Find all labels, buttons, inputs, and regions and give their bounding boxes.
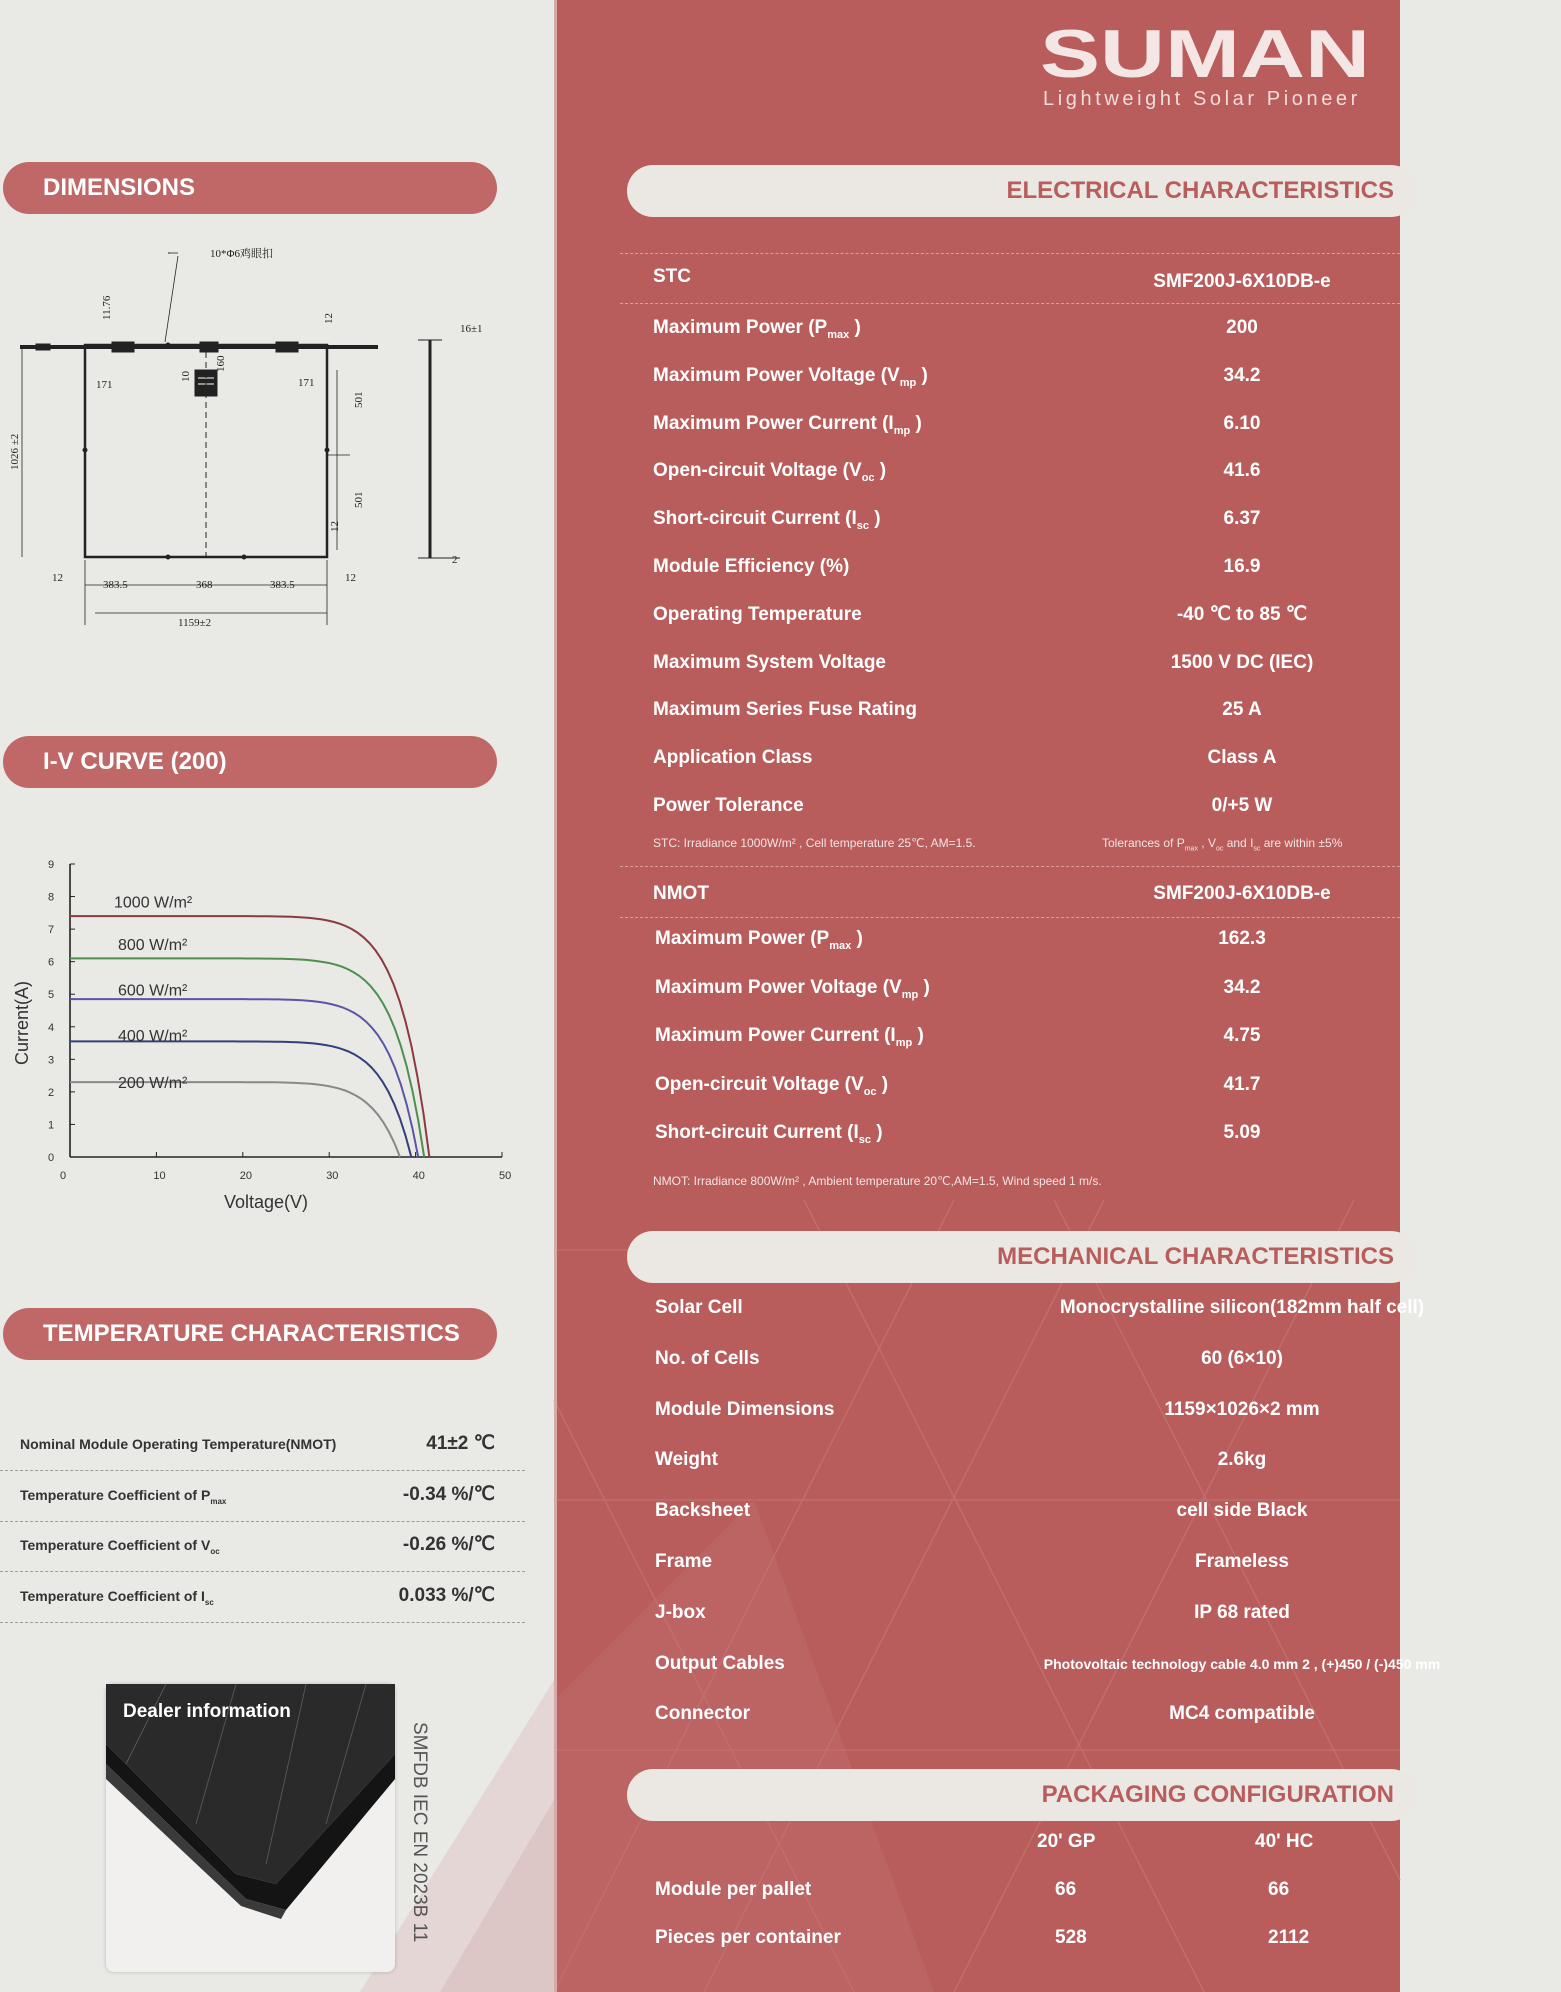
mechanical-row-label: No. of Cells — [655, 1347, 760, 1369]
temperature-row-label: Nominal Module Operating Temperature(NMOT) — [20, 1436, 337, 1452]
stc-row-label: Operating Temperature — [653, 603, 862, 625]
stc-note: STC: Irradiance 1000W/m² , Cell temperature 25℃, AM=1.5. — [653, 836, 976, 850]
mechanical-row — [655, 1335, 1402, 1383]
nmot-row — [655, 964, 1402, 1012]
solar-panel-image — [106, 1684, 395, 1972]
iv-series-label: 400 W/m² — [118, 1027, 188, 1045]
stc-row-value: -40 ℃ to 85 ℃ — [1176, 603, 1308, 625]
nmot-row-value: 41.7 — [1223, 1073, 1261, 1095]
dim-1026: 1026 ±2 — [9, 433, 21, 470]
dim-383-left: 383.5 — [103, 579, 128, 591]
dim-160: 160 — [215, 355, 227, 372]
packaging-row-label: Module per pallet — [655, 1879, 812, 1900]
brand-tagline: Lightweight Solar Pioneer — [1043, 88, 1361, 110]
dim-11-76: 11.76 — [101, 295, 113, 320]
nmot-row-label: Maximum Power Current ($I_{mp}$ ) — [655, 1025, 924, 1049]
y-tick-label: 9 — [48, 859, 55, 871]
iv-series-label: 800 W/m² — [118, 936, 188, 954]
mechanical-row-label: Module Dimensions — [655, 1398, 835, 1420]
brand-logo-text: SUMAN — [1040, 16, 1370, 92]
stc-row — [653, 686, 1400, 734]
mechanical-row-label: Frame — [655, 1551, 713, 1572]
dim-12-top: 12 — [323, 313, 335, 324]
y-tick-label: 3 — [48, 1054, 55, 1067]
mechanical-row-value: Photovoltaic technology cable 4.0 mm 2 , (+)450 / (-)450 mm — [1043, 1655, 1441, 1672]
nmot-row — [655, 1109, 1402, 1157]
x-tick-label: 0 — [60, 1170, 67, 1182]
stc-row-value: 200 — [1226, 317, 1258, 338]
nmot-header-value: SMF200J-6X10DB-e — [1153, 883, 1331, 904]
temperature-row-label: Temperature Coefficient of $P_{max}$ — [20, 1486, 227, 1506]
nmot-row-label: Open-circuit Voltage ($V_{oc}$ ) — [655, 1073, 889, 1098]
dim-501-lower: 501 — [353, 491, 365, 508]
stc-row-label: Power Tolerance — [653, 795, 804, 816]
x-tick-label: 40 — [412, 1170, 425, 1182]
dim-171-right: 171 — [298, 377, 315, 389]
temperature-row-value: -0.26 %/℃ — [402, 1534, 495, 1555]
mechanical-row-value: 60 (6×10) — [1201, 1347, 1283, 1369]
iv-curve-heading: I-V CURVE (200) — [3, 736, 497, 788]
x-tick-label: 10 — [153, 1170, 166, 1182]
doc-code — [400, 1722, 460, 1952]
temperature-row — [0, 1420, 525, 1471]
dim-12-left: 12 — [52, 572, 63, 584]
y-tick-label: 8 — [48, 891, 55, 904]
dim-1159: 1159±2 — [178, 617, 212, 629]
dim-368: 368 — [196, 579, 213, 591]
mechanical-row-value: cell side Black — [1176, 1500, 1308, 1522]
stc-row-value: 34.2 — [1223, 364, 1261, 386]
packaging-heading: PACKAGING CONFIGURATION — [627, 1769, 1417, 1821]
y-tick-label: 7 — [48, 924, 55, 937]
temperature-heading: TEMPERATURE CHARACTERISTICS — [3, 1308, 497, 1360]
doc-code-text: SMFDB IEC EN 2023B 11 — [409, 1722, 430, 1943]
nmot-row-value: 5.09 — [1223, 1122, 1261, 1143]
temperature-row-value: 41±2 ℃ — [426, 1433, 495, 1454]
dim-2: 2 — [452, 554, 458, 566]
mechanical-row-value: 1159×1026×2 mm — [1164, 1398, 1320, 1420]
packaging-col-20gp: 20' GP — [1037, 1831, 1096, 1852]
mechanical-row-value: 2.6kg — [1217, 1449, 1267, 1471]
panel-divider — [554, 0, 557, 1992]
dim-12-mid: 12 — [329, 521, 341, 532]
y-tick-label: 6 — [48, 956, 55, 969]
temperature-row-label: Temperature Coefficient of $V_{oc}$ — [20, 1537, 220, 1556]
stc-row-value: Class A — [1207, 747, 1277, 769]
dim-171-left: 171 — [96, 379, 113, 391]
mechanical-row-label: Solar Cell — [655, 1297, 743, 1318]
nmot-row-label: Maximum Power Voltage ($V_{mp}$ ) — [655, 976, 930, 1001]
mechanical-row-value: Monocrystalline silicon(182mm half cell) — [1059, 1297, 1425, 1318]
nmot-header-row — [653, 870, 1400, 918]
stc-header-value: SMF200J-6X10DB-e — [1153, 271, 1331, 292]
stc-row — [653, 495, 1400, 543]
stc-header-label: STC — [653, 266, 691, 287]
nmot-row — [655, 1061, 1402, 1109]
stc-row — [653, 639, 1400, 687]
mechanical-row — [655, 1640, 1441, 1688]
iv-series-label: 600 W/m² — [118, 982, 188, 1000]
electrical-heading: ELECTRICAL CHARACTERISTICS — [627, 165, 1417, 217]
dim-10: 10 — [180, 371, 192, 382]
stc-row-value: 0/+5 W — [1211, 795, 1273, 816]
mechanical-row-label: J-box — [655, 1601, 706, 1623]
temperature-row-value: 0.033 %/℃ — [398, 1584, 495, 1606]
stc-row-label: Maximum System Voltage — [653, 651, 887, 673]
dimension-drawing — [10, 240, 510, 640]
nmot-row — [655, 915, 1402, 963]
nmot-row — [655, 1012, 1402, 1060]
mechanical-row — [655, 1690, 1402, 1738]
packaging-row — [655, 1866, 1402, 1914]
dimensions-heading: DIMENSIONS — [3, 162, 497, 214]
y-tick-label: 1 — [48, 1119, 55, 1132]
temperature-row — [0, 1572, 525, 1623]
mechanical-row-value: IP 68 rated — [1194, 1601, 1290, 1623]
brand-logo — [1040, 16, 1375, 92]
packaging-row-label: Pieces per container — [655, 1927, 841, 1948]
stc-row-value: 6.37 — [1223, 508, 1261, 530]
x-tick-label: 30 — [326, 1170, 339, 1182]
stc-row-label: Application Class — [653, 747, 813, 769]
temperature-row-label: Temperature Coefficient of $I_{sc}$ — [20, 1587, 214, 1607]
packaging-col-40hc: 40' HC — [1255, 1831, 1314, 1852]
stc-row-label: Short-circuit Current ($I_{sc}$ ) — [653, 508, 881, 532]
mechanical-row-label: Output Cables — [655, 1652, 785, 1674]
y-axis-label: Current(A) — [12, 980, 32, 1065]
stc-row-label: Maximum Series Fuse Rating — [653, 699, 917, 721]
dim-12-right: 12 — [345, 572, 356, 584]
x-tick-label: 20 — [239, 1170, 253, 1182]
packaging-value-20gp: 66 — [1055, 1879, 1077, 1900]
mechanical-row-value: MC4 compatible — [1169, 1703, 1315, 1725]
x-axis-label: Voltage(V) — [224, 1192, 309, 1212]
stc-row-label: Maximum Power Voltage ($V_{mp}$ ) — [653, 364, 928, 389]
nmot-note: NMOT: Irradiance 800W/m² , Ambient temperature 20℃,AM=1.5, Wind speed 1 m/s. — [653, 1174, 1102, 1188]
nmot-row-value: 162.3 — [1218, 928, 1266, 949]
nmot-row-label: Maximum Power ($P_{max}$ ) — [655, 928, 863, 952]
dim-16: 16±1 — [460, 323, 483, 335]
mechanical-row — [655, 1487, 1402, 1535]
packaging-value-20gp: 528 — [1055, 1927, 1087, 1948]
dealer-label: Dealer information — [123, 1701, 291, 1722]
stc-row — [653, 543, 1400, 591]
iv-series-line — [70, 1082, 400, 1157]
stc-header-row — [653, 254, 1400, 302]
stc-row-label: Module Efficiency (%) — [653, 556, 850, 577]
stc-row-value: 25 A — [1222, 699, 1262, 721]
dim-501-upper: 501 — [353, 391, 365, 408]
mechanical-row — [655, 1589, 1402, 1637]
packaging-value-40hc: 2112 — [1268, 1927, 1310, 1948]
stc-row — [653, 304, 1400, 352]
iv-chart — [0, 850, 530, 1230]
y-tick-label: 0 — [48, 1152, 55, 1164]
y-tick-label: 2 — [48, 1086, 55, 1099]
stc-row — [653, 447, 1400, 495]
stc-row-label: Open-circuit Voltage ($V_{oc}$ ) — [653, 460, 887, 485]
x-tick-label: 50 — [499, 1170, 512, 1182]
stc-tolerance-note: Tolerances of $P_{max}$ , $V_{oc}$ and $I_{sc}$ are within ±5% — [1102, 836, 1343, 853]
temperature-row — [0, 1521, 525, 1572]
mechanical-row-label: Weight — [655, 1449, 718, 1471]
nmot-row-label: Short-circuit Current ($I_{sc}$ ) — [655, 1122, 883, 1146]
nmot-row-value: 4.75 — [1223, 1025, 1261, 1046]
stc-row — [653, 400, 1400, 448]
nmot-top-divider — [620, 866, 1400, 867]
stc-row-value: 1500 V DC (IEC) — [1170, 651, 1314, 673]
mechanical-row-label: Backsheet — [655, 1500, 751, 1522]
stc-row — [653, 352, 1400, 400]
temperature-row — [0, 1471, 525, 1522]
packaging-row — [655, 1914, 1402, 1962]
dim-383-right: 383.5 — [270, 579, 295, 591]
mechanical-row — [655, 1386, 1402, 1434]
iv-series-label: 1000 W/m² — [114, 894, 193, 912]
stc-row — [653, 591, 1400, 639]
stc-row — [653, 734, 1400, 782]
mechanical-row — [655, 1538, 1402, 1586]
y-tick-label: 4 — [48, 1021, 55, 1034]
stc-row-label: Maximum Power ($P_{max}$ ) — [653, 317, 861, 341]
mechanical-row-value: Frameless — [1194, 1551, 1289, 1572]
dealer-card — [106, 1684, 395, 1972]
stc-row-value: 16.9 — [1223, 556, 1261, 577]
iv-series-label: 200 W/m² — [118, 1075, 188, 1093]
stc-row-value: 6.10 — [1223, 412, 1261, 434]
temperature-row-value: -0.34 %/℃ — [402, 1483, 495, 1505]
mechanical-row-label: Connector — [655, 1703, 750, 1725]
nmot-header-label: NMOT — [653, 883, 709, 904]
stc-row-label: Maximum Power Current ($I_{mp}$ ) — [653, 412, 922, 437]
mechanical-heading: MECHANICAL CHARACTERISTICS — [627, 1231, 1417, 1283]
dim-hole-note: 10*Φ6鸡眼扣 — [210, 248, 274, 260]
y-tick-label: 5 — [48, 989, 55, 1002]
mechanical-row — [655, 1436, 1402, 1484]
mechanical-row — [655, 1284, 1425, 1332]
stc-row-value: 41.6 — [1223, 460, 1261, 482]
nmot-row-value: 34.2 — [1223, 976, 1261, 998]
packaging-value-40hc: 66 — [1268, 1879, 1290, 1900]
stc-row — [653, 782, 1400, 830]
